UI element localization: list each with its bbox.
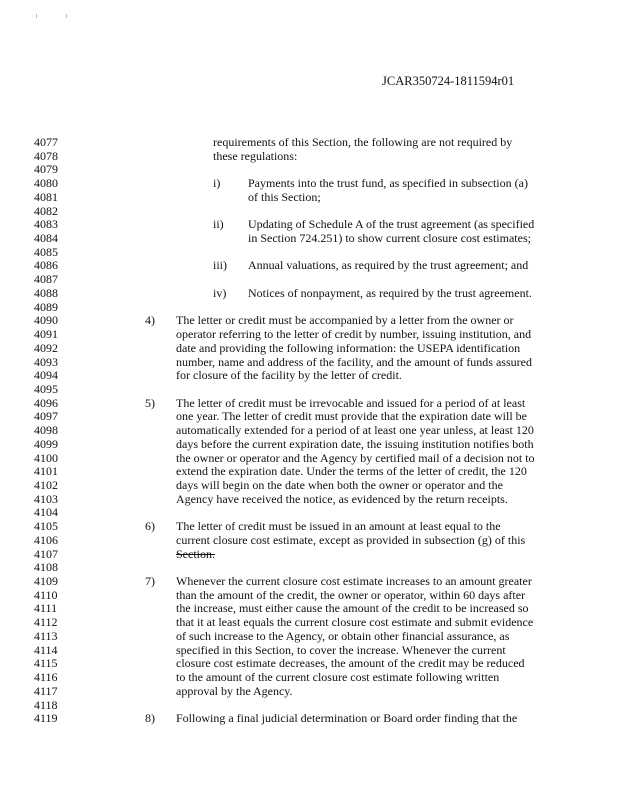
document-line xyxy=(0,190,618,204)
line-text: Agency have received the notice, as evidenced by the return receipts. xyxy=(176,491,508,506)
line-text: closure cost estimate decreases, the amount of the credit may be reduced xyxy=(176,656,525,671)
document-line xyxy=(0,313,618,327)
item-marker: iv) xyxy=(213,285,227,300)
line-number: 4111 xyxy=(34,601,58,616)
document-line xyxy=(0,615,618,629)
line-text: automatically extended for a period of at least one year unless, at least 120 xyxy=(176,423,534,438)
line-text: of such increase to the Agency, or obtain other financial assurance, as xyxy=(176,628,510,643)
line-text: of this Section; xyxy=(248,189,321,204)
document-line xyxy=(0,505,618,519)
line-number: 4119 xyxy=(34,711,58,726)
line-number: 4091 xyxy=(34,327,58,342)
line-number: 4100 xyxy=(34,450,58,465)
line-number: 4108 xyxy=(34,560,58,575)
line-number: 4095 xyxy=(34,381,58,396)
line-number: 4102 xyxy=(34,478,58,492)
document-line xyxy=(0,656,618,670)
document-line xyxy=(0,547,618,561)
line-text: Annual valuations, as required by the trust agreement; and xyxy=(248,258,529,273)
document-line xyxy=(0,231,618,245)
document-line xyxy=(0,670,618,684)
line-number: 4090 xyxy=(34,313,58,328)
document-line xyxy=(0,478,618,492)
document-line xyxy=(0,464,618,478)
item-marker: 8) xyxy=(145,711,155,726)
document-line xyxy=(0,560,618,574)
line-number: 4082 xyxy=(34,203,58,218)
line-number: 4092 xyxy=(34,340,58,355)
item-marker: iii) xyxy=(213,258,227,273)
line-text: The letter of credit must be irrevocable and issued for a period of at least xyxy=(176,395,526,410)
line-number: 4114 xyxy=(34,642,58,657)
document-line xyxy=(0,245,618,259)
document-line xyxy=(0,574,618,588)
scan-mark xyxy=(36,14,37,18)
line-number: 4105 xyxy=(34,519,58,534)
document-line xyxy=(0,258,618,272)
document-line xyxy=(0,629,618,643)
line-number: 4089 xyxy=(34,299,58,314)
document-line xyxy=(0,300,618,314)
document-line xyxy=(0,341,618,355)
line-text: Notices of nonpayment, as required by the trust agreement. xyxy=(248,285,532,300)
document-line xyxy=(0,423,618,437)
item-marker: 4) xyxy=(145,313,155,328)
deleted-text: Section. xyxy=(176,546,215,561)
line-number: 4117 xyxy=(34,683,58,698)
document-line xyxy=(0,176,618,190)
document-line xyxy=(0,588,618,602)
scan-mark xyxy=(66,14,67,18)
document-line xyxy=(0,492,618,506)
line-number: 4086 xyxy=(34,258,58,273)
line-text: Following a final judicial determination or Board order finding that the xyxy=(176,711,518,726)
line-text: days will begin on the date when both the owner or operator and the xyxy=(176,478,503,492)
line-text: for closure of the facility by the letter of credit. xyxy=(176,368,402,383)
line-number: 4103 xyxy=(34,491,58,506)
line-text: requirements of this Section, the following are not required by xyxy=(213,135,513,149)
document-line xyxy=(0,451,618,465)
line-number: 4088 xyxy=(34,285,58,300)
document-line xyxy=(0,368,618,382)
line-text: days before the current expiration date, the issuing institution notifies both xyxy=(176,436,534,451)
line-text: extend the expiration date. Under the terms of the letter of credit, the 120 xyxy=(176,464,527,479)
document-line xyxy=(0,533,618,547)
line-number: 4078 xyxy=(34,148,58,163)
line-text: date and providing the following information: the USEPA identification xyxy=(176,340,521,355)
line-text: specified in this Section, to cover the increase. Whenever the current xyxy=(176,642,506,657)
line-number: 4113 xyxy=(34,628,58,643)
line-number: 4085 xyxy=(34,244,58,259)
document-line xyxy=(0,162,618,176)
line-number: 4099 xyxy=(34,436,58,451)
document-line xyxy=(0,382,618,396)
line-text: one year. The letter of credit must provide that the expiration date will be xyxy=(176,409,527,424)
line-number: 4096 xyxy=(34,395,58,410)
document-line xyxy=(0,437,618,451)
line-text: that it at least equals the current closure cost estimate and submit evidence xyxy=(176,615,534,630)
line-number: 4106 xyxy=(34,532,58,547)
line-number: 4112 xyxy=(34,615,58,630)
document-line xyxy=(0,135,618,149)
document-line xyxy=(0,601,618,615)
document-line xyxy=(0,149,618,163)
line-number: 4079 xyxy=(34,162,58,177)
document-line xyxy=(0,204,618,218)
document-line xyxy=(0,272,618,286)
line-number: 4084 xyxy=(34,231,58,246)
line-number: 4101 xyxy=(34,464,58,479)
document-line xyxy=(0,519,618,533)
line-text: in Section 724.251) to show current closure cost estimates; xyxy=(248,231,531,246)
item-marker: 6) xyxy=(145,519,155,534)
line-text: The letter or credit must be accompanied by a letter from the owner or xyxy=(176,313,514,328)
line-text: the increase, must either cause the amount of the credit to be increased so xyxy=(176,601,529,616)
line-number: 4087 xyxy=(34,272,58,287)
line-number: 4110 xyxy=(34,587,58,602)
line-text: Updating of Schedule A of the trust agreement (as specified xyxy=(248,217,535,232)
line-number: 4083 xyxy=(34,217,58,232)
document-line xyxy=(0,396,618,410)
line-number: 4107 xyxy=(34,546,58,561)
line-text: The letter of credit must be issued in an amount at least equal to the xyxy=(176,519,501,534)
line-number: 4118 xyxy=(34,697,58,712)
document-line xyxy=(0,355,618,369)
line-number: 4104 xyxy=(34,505,58,520)
line-number: 4094 xyxy=(34,368,58,383)
line-text: Whenever the current closure cost estimate increases to an amount greater xyxy=(176,574,532,589)
line-number: 4115 xyxy=(34,656,58,671)
line-number: 4109 xyxy=(34,574,58,589)
line-number: 4098 xyxy=(34,423,58,438)
line-number: 4093 xyxy=(34,354,58,369)
line-text: Payments into the trust fund, as specified in subsection (a) xyxy=(248,176,528,191)
document-line xyxy=(0,327,618,341)
item-marker: 5) xyxy=(145,395,155,410)
document-line xyxy=(0,217,618,231)
line-number: 4116 xyxy=(34,670,58,685)
line-text: current closure cost estimate, except as provided in subsection (g) of this xyxy=(176,532,526,547)
item-marker: ii) xyxy=(213,217,224,232)
document-line xyxy=(0,409,618,423)
document-line xyxy=(0,286,618,300)
document-id-header: JCAR350724-1811594r01 xyxy=(382,74,515,88)
item-marker: 7) xyxy=(145,574,155,589)
document-line xyxy=(0,698,618,712)
line-text: approval by the Agency. xyxy=(176,683,293,698)
item-marker: i) xyxy=(213,176,221,191)
line-text: operator referring to the letter of credit by number, issuing institution, and xyxy=(176,327,532,342)
line-text: number, name and address of the facility, and the amount of funds assured xyxy=(176,354,532,369)
document-line xyxy=(0,711,618,725)
line-number: 4077 xyxy=(34,135,58,149)
line-number: 4080 xyxy=(34,176,58,191)
line-text: to the amount of the current closure cost estimate following written xyxy=(176,670,500,685)
line-number: 4081 xyxy=(34,189,58,204)
line-number: 4097 xyxy=(34,409,58,424)
line-text: these regulations: xyxy=(213,148,298,163)
line-text: the owner or operator and the Agency by certified mail of a decision not to xyxy=(176,450,535,465)
document-line xyxy=(0,684,618,698)
line-text: than the amount of the credit, the owner or operator, within 60 days after xyxy=(176,587,526,602)
document-line xyxy=(0,643,618,657)
